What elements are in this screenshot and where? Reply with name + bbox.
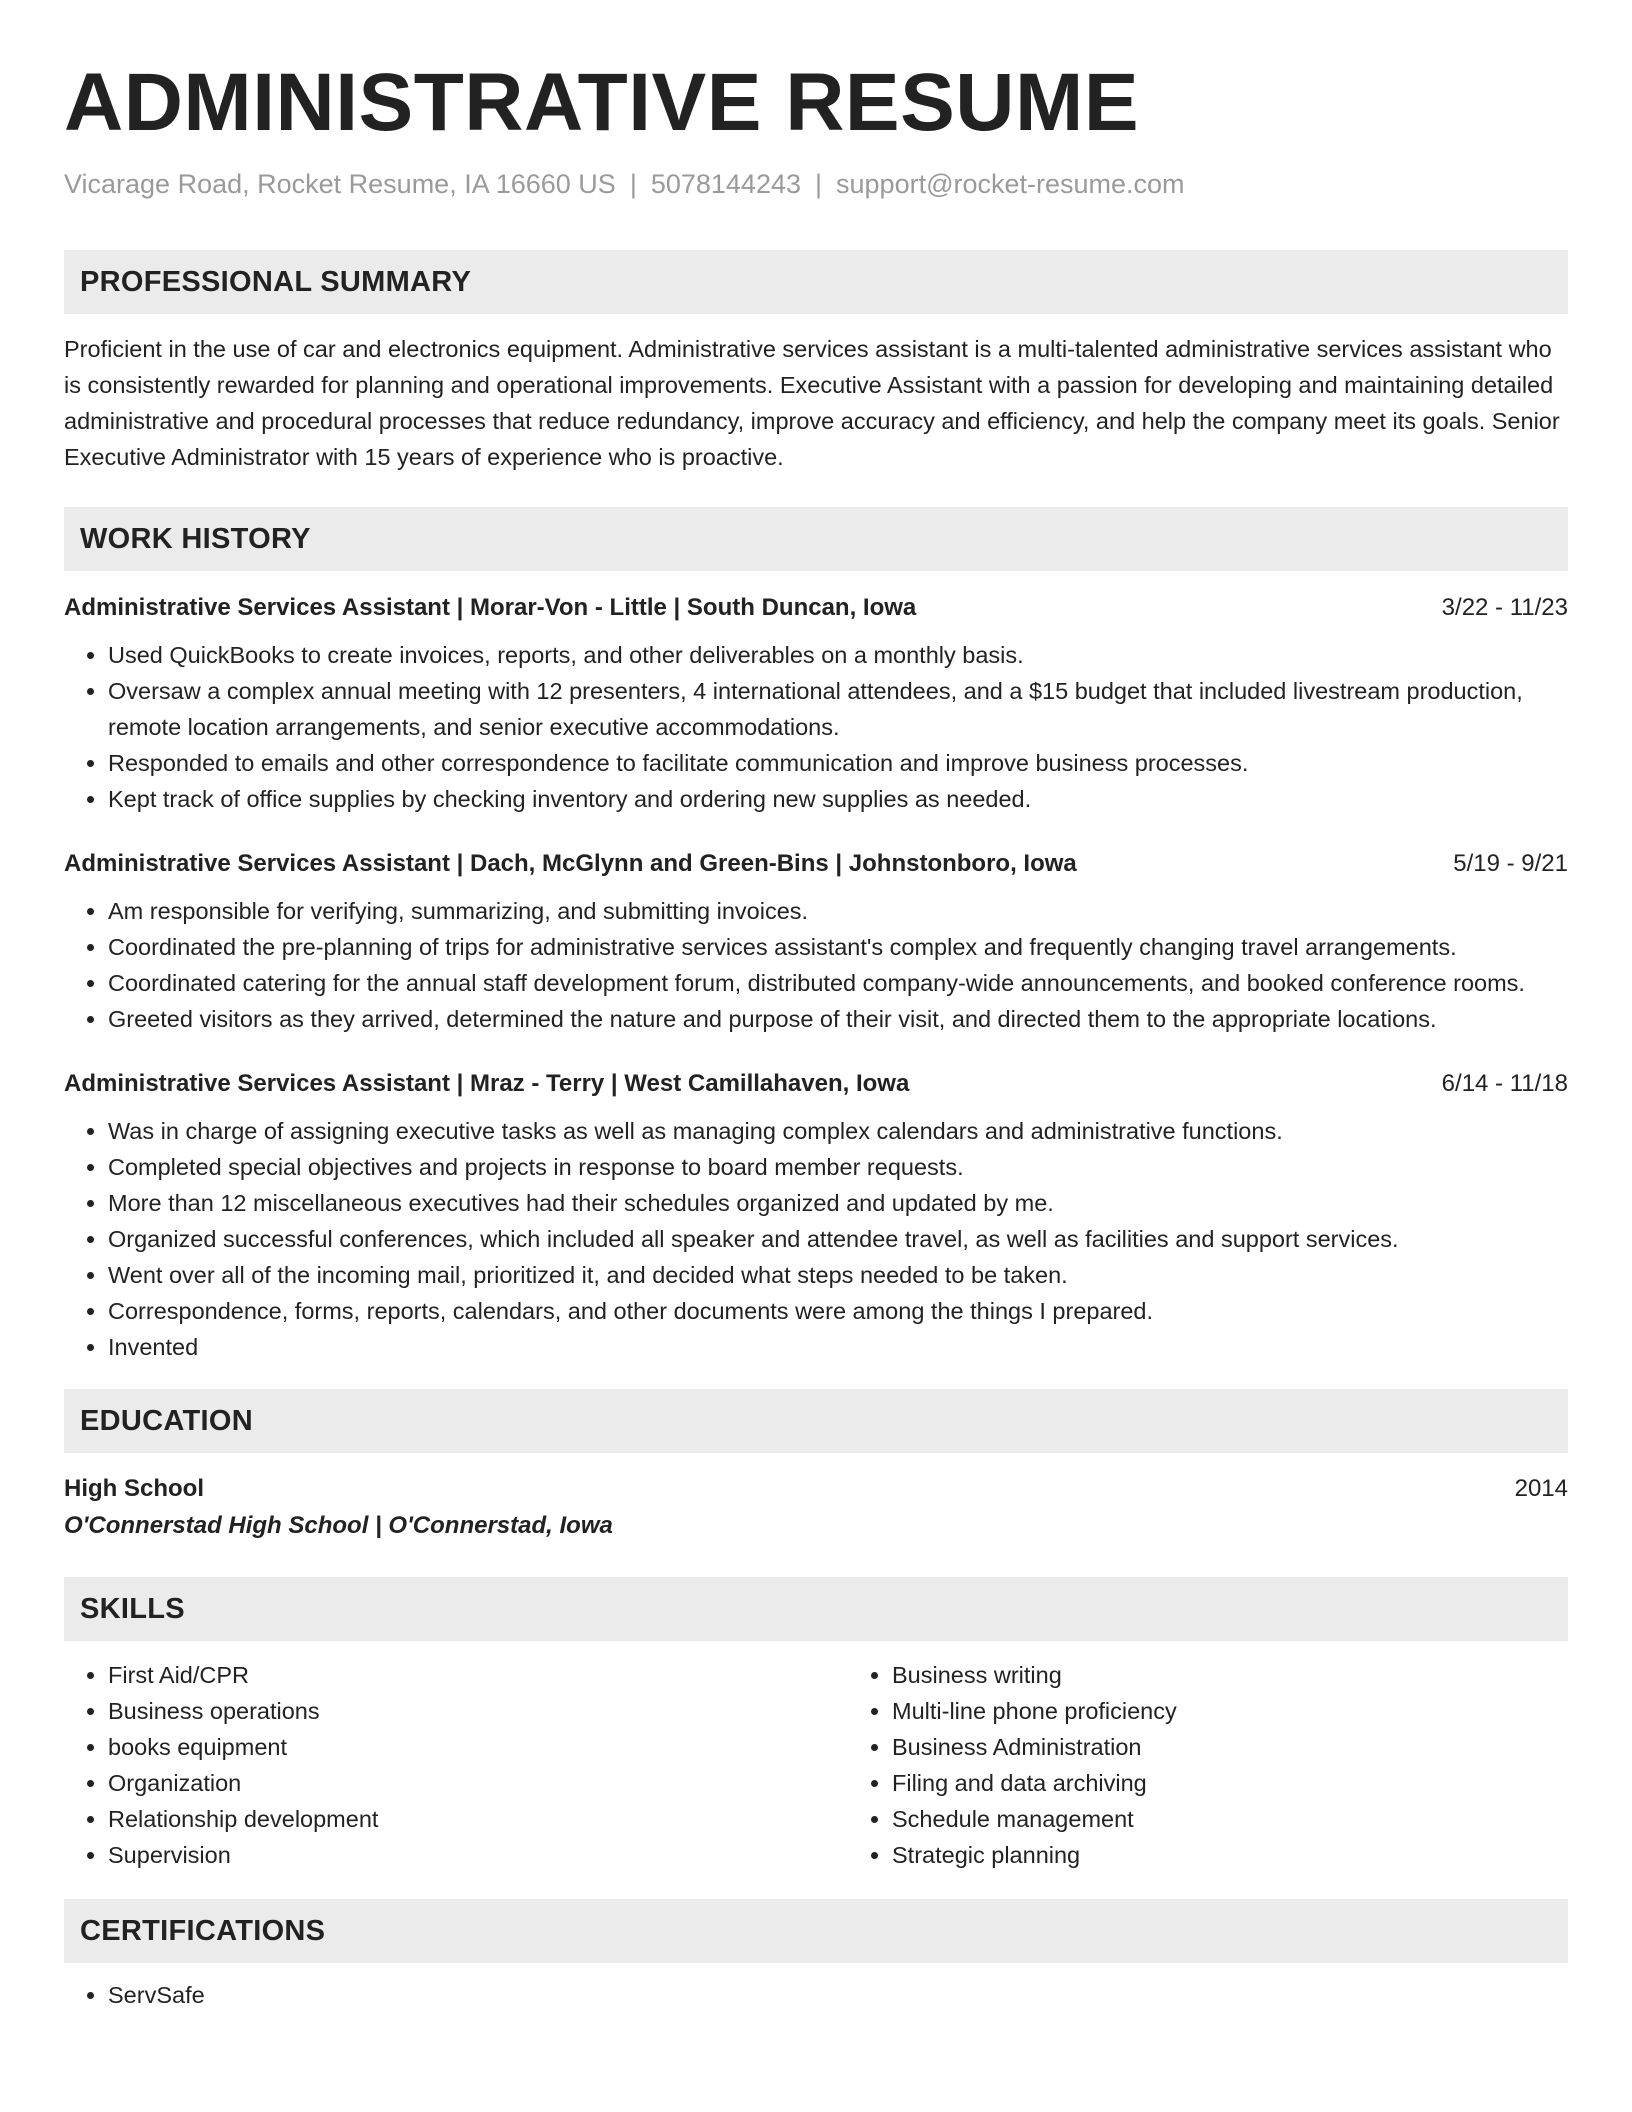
skill-item: • Business operations <box>108 1693 848 1729</box>
contact-address: Vicarage Road, Rocket Resume, IA 16660 US <box>64 169 616 199</box>
job-bullet: • Coordinated catering for the annual staff development forum, distributed company-wide announcements, and booked conference rooms. <box>108 965 1568 1001</box>
certification-item: • ServSafe <box>108 1977 1568 2013</box>
job-dates: 6/14 - 11/18 <box>1441 1070 1568 1097</box>
job-bullet: • Was in charge of assigning executive tasks as well as managing complex calendars and administrative functions. <box>108 1113 1568 1149</box>
job-entry <box>64 847 1568 1037</box>
education-row <box>64 1471 1568 1507</box>
job-entry <box>64 1067 1568 1365</box>
skill-item: • Schedule management <box>892 1801 1568 1837</box>
job-bullets <box>64 893 1568 1037</box>
job-bullet: • Responded to emails and other correspondence to facilitate communication and improve business processes. <box>108 745 1568 781</box>
skill-item: • Business Administration <box>892 1729 1568 1765</box>
job-bullet: • More than 12 miscellaneous executives had their schedules organized and updated by me. <box>108 1185 1568 1221</box>
section-header-summary: PROFESSIONAL SUMMARY <box>64 250 1568 314</box>
contact-phone: 5078144243 <box>650 169 801 199</box>
skill-item: • Relationship development <box>108 1801 848 1837</box>
skill-item: • Strategic planning <box>892 1837 1568 1873</box>
job-heading-row <box>64 847 1568 881</box>
section-header-certifications: CERTIFICATIONS <box>64 1899 1568 1963</box>
contact-line <box>64 168 1568 200</box>
skill-item: • First Aid/CPR <box>108 1657 848 1693</box>
skill-item: • Supervision <box>108 1837 848 1873</box>
skills-list-left <box>64 1657 848 1873</box>
skill-item: • Multi-line phone proficiency <box>892 1693 1568 1729</box>
skill-item: • Organization <box>108 1765 848 1801</box>
job-bullet: • Oversaw a complex annual meeting with 12 presenters, 4 international attendees, and a $15 budget that included livestream production, remote location arrangements, and senior executive accommodations. <box>108 673 1568 745</box>
job-bullet: • Invented <box>108 1329 1568 1365</box>
skill-item: • Business writing <box>892 1657 1568 1693</box>
skill-item: • Filing and data archiving <box>892 1765 1568 1801</box>
certifications-list <box>64 1977 1568 2013</box>
skill-item: • books equipment <box>108 1729 848 1765</box>
contact-separator: | <box>629 169 637 199</box>
job-dates: 5/19 - 9/21 <box>1453 850 1568 877</box>
education-school: O'Connerstad High School | O'Connerstad, Iowa <box>64 1512 613 1539</box>
section-header-education: EDUCATION <box>64 1389 1568 1453</box>
job-heading: Administrative Services Assistant | Dach, McGlynn and Green-Bins | Johnstonboro, Iowa <box>64 850 1077 877</box>
education-year: 2014 <box>1514 1475 1568 1502</box>
job-dates: 3/22 - 11/23 <box>1441 594 1568 621</box>
job-bullets <box>64 637 1568 817</box>
job-bullet: • Completed special objectives and projects in response to board member requests. <box>108 1149 1568 1185</box>
job-bullet: • Correspondence, forms, reports, calendars, and other documents were among the things I prepared. <box>108 1293 1568 1329</box>
job-entry <box>64 591 1568 817</box>
contact-email: support@rocket-resume.com <box>836 169 1185 199</box>
resume-title: ADMINISTRATIVE RESUME <box>64 57 1140 148</box>
job-bullet: • Went over all of the incoming mail, prioritized it, and decided what steps needed to be taken. <box>108 1257 1568 1293</box>
skills-columns <box>64 1641 1568 1873</box>
job-bullet: • Organized successful conferences, which included all speaker and attendee travel, as well as facilities and support services. <box>108 1221 1568 1257</box>
job-bullet: • Greeted visitors as they arrived, determined the nature and purpose of their visit, and directed them to the appropriate locations. <box>108 1001 1568 1037</box>
job-heading: Administrative Services Assistant | Morar-Von - Little | South Duncan, Iowa <box>64 594 917 621</box>
section-header-skills: SKILLS <box>64 1577 1568 1641</box>
skills-list-right <box>848 1657 1568 1873</box>
job-bullet: • Coordinated the pre-planning of trips for administrative services assistant's complex and frequently changing travel arrangements. <box>108 929 1568 965</box>
summary-text: Proficient in the use of car and electronics equipment. Administrative services assistant is a multi-talented administrative services assistant who is consistently rewarded for planning and operational improvements. Executive Assistant with a passion for developing and maintaining detailed administrative and procedural processes that reduce redundancy, improve accuracy and efficiency, and help the company meet its goals. Senior Executive Administrator with 15 years of experience who is proactive. <box>64 336 1560 470</box>
job-bullet: • Used QuickBooks to create invoices, reports, and other deliverables on a monthly basis. <box>108 637 1568 673</box>
job-bullet: • Kept track of office supplies by checking inventory and ordering new supplies as needed. <box>108 781 1568 817</box>
education-degree: High School <box>64 1475 204 1502</box>
contact-separator: | <box>815 169 823 199</box>
job-heading-row <box>64 591 1568 625</box>
job-heading: Administrative Services Assistant | Mraz - Terry | West Camillahaven, Iowa <box>64 1070 910 1097</box>
job-bullet: • Am responsible for verifying, summarizing, and submitting invoices. <box>108 893 1568 929</box>
job-bullets <box>64 1113 1568 1365</box>
job-heading-row <box>64 1067 1568 1101</box>
section-header-work-history: WORK HISTORY <box>64 507 1568 571</box>
